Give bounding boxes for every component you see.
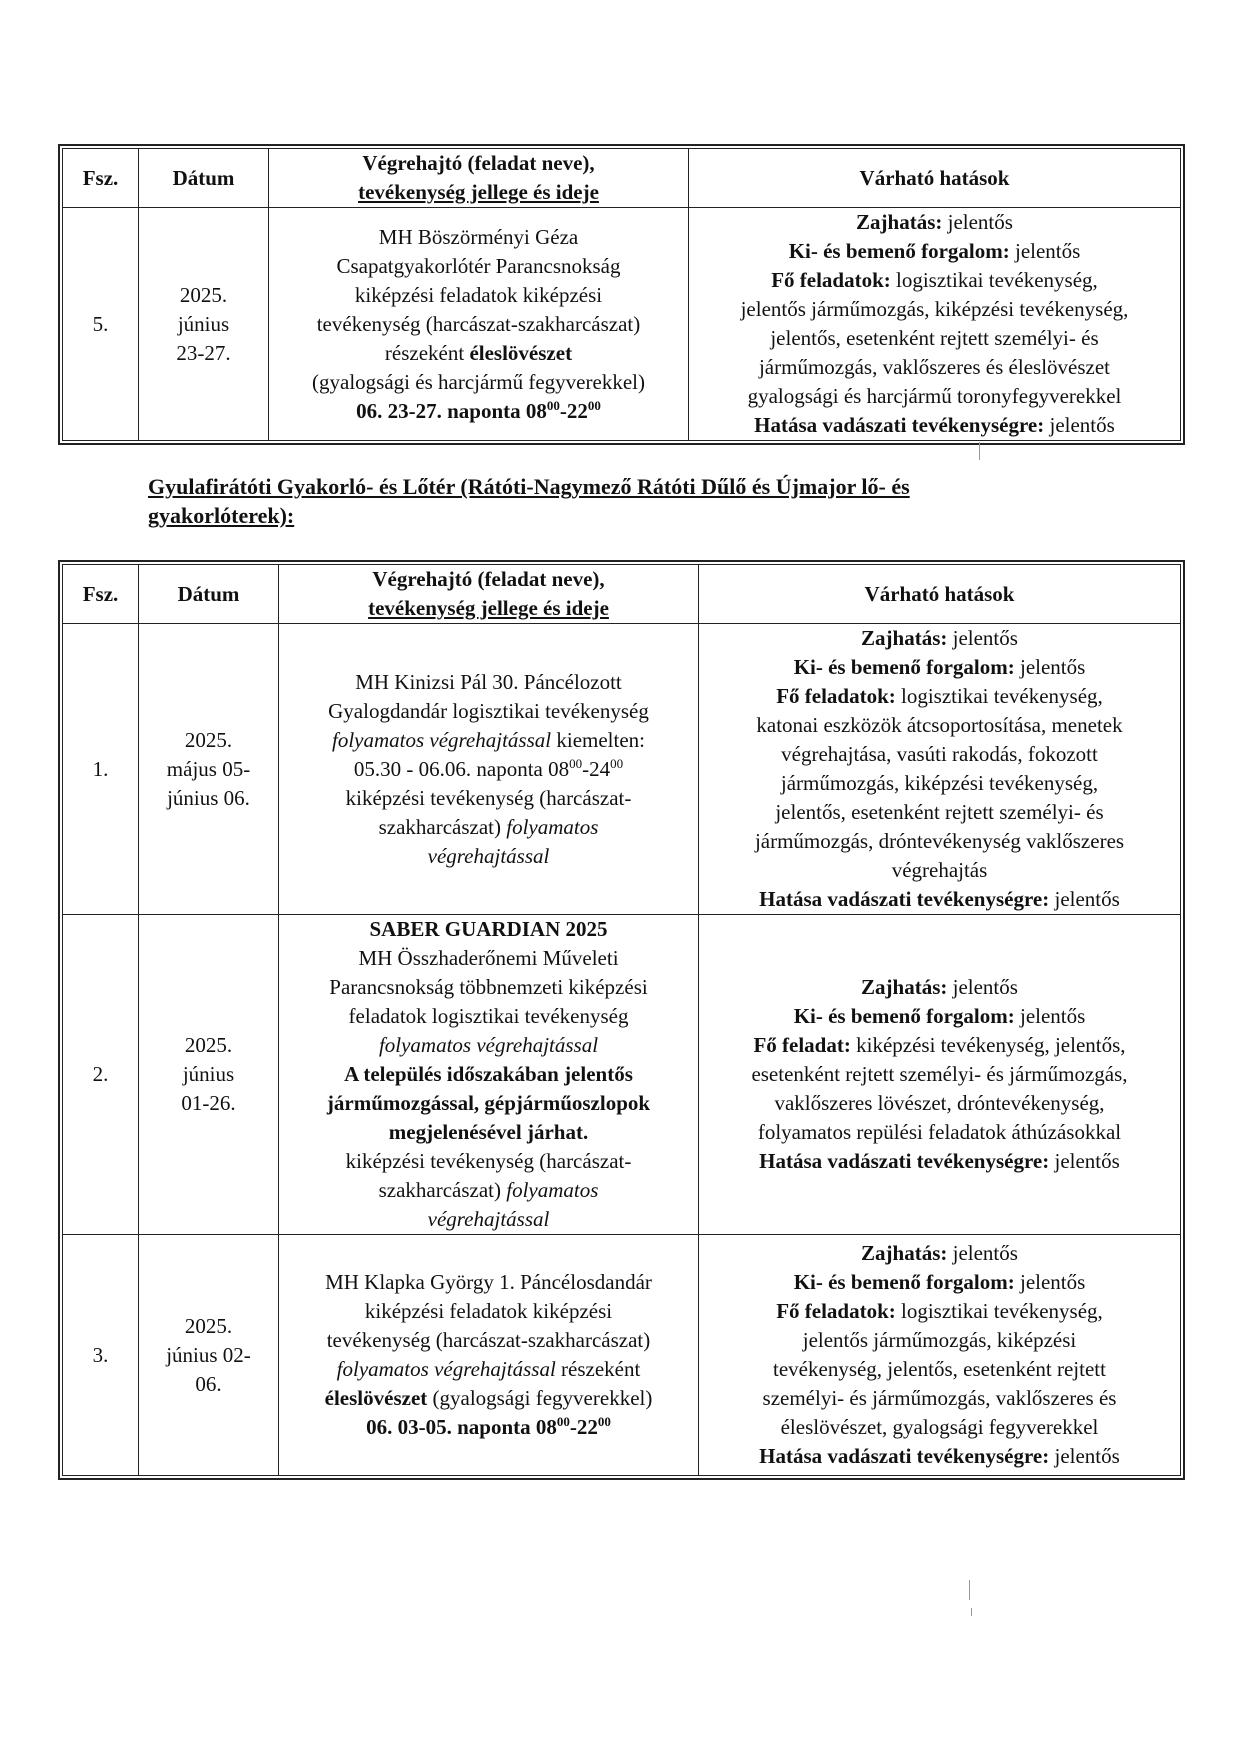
date-line: 2025. <box>184 1313 233 1338</box>
time-text: -24 <box>582 756 611 781</box>
date-line: 01-26. <box>181 1091 236 1115</box>
executor-time <box>285 755 692 784</box>
header-vegrehajto-line2: tevékenység jellege és ideje <box>358 180 599 204</box>
executor-line <box>285 1384 692 1413</box>
effect-line <box>695 237 1174 266</box>
row-fsz: 1. <box>63 624 139 915</box>
table-row <box>63 915 1181 1235</box>
text: kiemelten: <box>551 727 645 752</box>
date-line: június <box>182 1062 235 1086</box>
row-date <box>139 1235 279 1476</box>
row-executor <box>279 624 699 915</box>
exercise-title: SABER GUARDIAN 2025 <box>369 917 608 941</box>
superscript: 00 <box>569 755 583 771</box>
date-line: június <box>177 311 230 336</box>
row-date <box>139 915 279 1235</box>
effect-label: Zajhatás: <box>861 626 948 650</box>
effect-label: Hatása vadászati tevékenységre: <box>759 1149 1050 1173</box>
scan-mark <box>979 442 980 460</box>
effect-line <box>705 624 1174 653</box>
row-date <box>139 624 279 915</box>
scan-mark <box>971 1608 972 1616</box>
bold-text: éleslövészet <box>469 340 573 365</box>
executor-line: végrehajtással <box>427 1207 550 1231</box>
date-line: 06. <box>195 1371 222 1396</box>
italic-text: folyamatos <box>506 814 599 839</box>
header-hatasok: Várható hatások <box>699 565 1181 624</box>
effect-line: személyi- és járműmozgás, vaklőszeres és <box>762 1386 1117 1410</box>
effect-line: jelentős, esetenként rejtett személyi- és <box>770 326 1099 350</box>
effect-label: Zajhatás: <box>861 1241 948 1265</box>
executor-line <box>285 813 692 842</box>
superscript: 00 <box>556 1414 570 1429</box>
header-fsz: Fsz. <box>63 565 139 624</box>
row-effects <box>699 624 1181 915</box>
executor-line <box>285 1355 692 1384</box>
text: szakharcászat) <box>378 814 507 839</box>
executor-line: feladatok logisztikai tevékenység <box>348 1004 629 1028</box>
executor-line: (gyalogsági és harcjármű fegyverekkel) <box>312 369 645 394</box>
effect-value: logisztikai tevékenység, <box>890 268 1098 292</box>
schedule-table-1 <box>62 148 1181 441</box>
header-datum: Dátum <box>139 149 269 208</box>
effect-line <box>705 1031 1174 1060</box>
effect-label: Hatása vadászati tevékenységre: <box>759 1444 1050 1468</box>
executor-line: MH Böszörményi Géza <box>378 224 579 249</box>
effect-label: Ki- és bemenő forgalom: <box>788 239 1010 263</box>
executor-line: kiképzési tevékenység (harcászat- <box>345 1149 632 1173</box>
row-executor <box>279 915 699 1235</box>
effect-label: Ki- és bemenő forgalom: <box>793 1270 1015 1294</box>
effect-value: jelentős <box>1049 887 1120 911</box>
executor-line: MH Klapka György 1. Páncélosdandár <box>325 1270 652 1294</box>
effect-line <box>705 885 1174 914</box>
superscript: 00 <box>587 397 601 413</box>
executor-line: kiképzési feladatok kiképzési <box>364 1299 613 1323</box>
effect-line: éleslövészet, gyalogsági fegyverekkel <box>780 1415 1099 1439</box>
effect-line: tevékenység, jelentős, esetenként rejtett <box>773 1357 1106 1381</box>
text: szakharcászat) <box>378 1178 507 1202</box>
effect-line <box>695 411 1174 440</box>
executor-line: MH Kinizsi Pál 30. Páncélozott <box>355 669 622 694</box>
section-heading-line1: Gyulafirátóti Gyakorló- és Lőtér (Rátóti-Nagymező Rátóti Dűlő és Újmajor lő- és <box>148 474 910 499</box>
executor-line: kiképzési feladatok kiképzési <box>354 282 603 307</box>
executor-time <box>275 397 682 426</box>
effect-line <box>705 1239 1174 1268</box>
date-line: 23-27. <box>176 340 231 365</box>
header-vegrehajto-line1: Végrehajtó (feladat neve), <box>362 151 595 175</box>
scan-mark <box>969 1580 970 1600</box>
effect-label: Fő feladat: <box>753 1033 851 1057</box>
executor-bold-line: megjelenésével járhat. <box>388 1120 589 1144</box>
table-row <box>63 624 1181 915</box>
table-header-row <box>63 149 1181 208</box>
executor-line: Parancsnokság többnemzeti kiképzési <box>329 975 648 999</box>
header-hatasok: Várható hatások <box>689 149 1181 208</box>
effect-value: logisztikai tevékenység, <box>895 684 1103 708</box>
effect-label: Zajhatás: <box>861 975 948 999</box>
date-line: 2025. <box>184 1033 233 1057</box>
table-row <box>63 1235 1181 1476</box>
date-line: 2025. <box>184 727 233 752</box>
header-datum: Dátum <box>139 565 279 624</box>
time-text: 06. 03-05. naponta 08 <box>366 1415 557 1439</box>
table-header-row <box>63 565 1181 624</box>
executor-time <box>285 1413 692 1442</box>
executor-bold-line: A település időszakában jelentős <box>344 1062 633 1086</box>
text: (gyalogsági fegyverekkel) <box>427 1386 653 1410</box>
executor-line: MH Összhaderőnemi Műveleti <box>358 946 619 970</box>
time-text: 05.30 - 06.06. naponta 08 <box>353 756 570 781</box>
row-effects <box>689 208 1181 441</box>
executor-line <box>285 1176 692 1205</box>
effect-value: jelentős <box>1014 1004 1086 1028</box>
effect-label: Ki- és bemenő forgalom: <box>793 655 1015 679</box>
header-vegrehajto-line2: tevékenység jellege és ideje <box>368 596 609 620</box>
effect-line: járműmozgás, dróntevékenység vaklőszeres <box>754 829 1125 853</box>
row-fsz: 3. <box>63 1235 139 1476</box>
effect-line: járműmozgás, vaklőszeres és éleslövészet <box>758 355 1111 379</box>
row-date <box>139 208 269 441</box>
italic-text: folyamatos <box>506 1178 599 1202</box>
date-line: június 06. <box>167 785 250 810</box>
effect-value: jelentős <box>1014 655 1086 679</box>
effect-line: végrehajtás <box>891 858 988 882</box>
header-vegrehajto <box>279 565 699 624</box>
effect-label: Hatása vadászati tevékenységre: <box>759 887 1050 911</box>
effect-value: jelentős <box>1049 1149 1120 1173</box>
executor-line <box>275 339 682 368</box>
effect-value: jelentős <box>1049 1444 1120 1468</box>
executor-line: tevékenység (harcászat-szakharcászat) <box>326 1328 651 1352</box>
effect-label: Fő feladatok: <box>776 684 896 708</box>
header-vegrehajto-line1: Végrehajtó (feladat neve), <box>372 567 605 591</box>
text: részeként <box>384 340 470 365</box>
effect-line: jelentős járműmozgás, kiképzési tevékenység, <box>740 297 1129 321</box>
row-executor <box>279 1235 699 1476</box>
effect-value: jelentős <box>947 1241 1018 1265</box>
effect-line <box>705 682 1174 711</box>
effect-label: Ki- és bemenő forgalom: <box>793 1004 1015 1028</box>
superscript: 00 <box>610 755 624 771</box>
effect-value: kiképzési tevékenység, jelentős, <box>850 1033 1126 1057</box>
effect-line <box>705 653 1174 682</box>
effect-line: folyamatos repülési feladatok áthúzásokkal <box>757 1120 1122 1144</box>
effect-line <box>705 973 1174 1002</box>
table-row <box>63 208 1181 441</box>
executor-line: végrehajtással <box>427 843 550 868</box>
row-effects <box>699 915 1181 1235</box>
italic-text: folyamatos végrehajtással <box>331 727 552 752</box>
effect-line: jelentős, esetenként rejtett személyi- és <box>775 800 1104 824</box>
effect-value: logisztikai tevékenység, <box>895 1299 1103 1323</box>
effect-label: Hatása vadászati tevékenységre: <box>754 413 1045 437</box>
date-line: június 02- <box>166 1342 251 1367</box>
row-effects <box>699 1235 1181 1476</box>
header-fsz: Fsz. <box>63 149 139 208</box>
time-text: -22 <box>569 1415 598 1439</box>
superscript: 00 <box>597 1414 611 1429</box>
time-text: 06. 23-27. naponta 08 <box>356 398 547 423</box>
time-text: -22 <box>559 398 588 423</box>
section-heading <box>148 472 1048 530</box>
effect-line <box>695 266 1174 295</box>
row-fsz: 5. <box>63 208 139 441</box>
bold-text: éleslövészet <box>324 1386 428 1410</box>
effect-line <box>705 1442 1174 1471</box>
effect-value: jelentős <box>947 626 1018 650</box>
executor-line: kiképzési tevékenység (harcászat- <box>345 785 632 810</box>
schedule-table-2 <box>62 564 1181 1476</box>
effect-line <box>705 1268 1174 1297</box>
effect-label: Fő feladatok: <box>776 1299 896 1323</box>
date-line: 2025. <box>179 282 228 307</box>
effect-value: jelentős <box>1044 413 1115 437</box>
effect-label: Fő feladatok: <box>771 268 891 292</box>
effect-line: jelentős járműmozgás, kiképzési <box>802 1328 1077 1352</box>
superscript: 00 <box>546 397 560 413</box>
executor-bold-line: járműmozgással, gépjárműoszlopok <box>326 1091 651 1115</box>
executor-line: folyamatos végrehajtással <box>378 1033 599 1057</box>
effect-line <box>705 1147 1174 1176</box>
effect-line <box>705 1002 1174 1031</box>
effect-value: jelentős <box>1014 1270 1086 1294</box>
executor-line <box>285 726 692 755</box>
effect-line <box>705 1297 1174 1326</box>
effect-line: végrehajtása, vasúti rakodás, fokozott <box>781 742 1098 766</box>
header-vegrehajto <box>269 149 689 208</box>
italic-text: folyamatos végrehajtással <box>336 1357 556 1381</box>
effect-label: Zajhatás: <box>856 210 943 234</box>
executor-line: Csapatgyakorlótér Parancsnokság <box>336 253 621 278</box>
row-fsz: 2. <box>63 915 139 1235</box>
effect-line: járműmozgás, kiképzési tevékenység, <box>780 771 1099 795</box>
effect-line: vaklőszeres lövészet, dróntevékenység, <box>774 1091 1105 1115</box>
executor-line: tevékenység (harcászat-szakharcászat) <box>316 311 641 336</box>
row-executor <box>269 208 689 441</box>
effect-line <box>695 208 1174 237</box>
effect-line: gyalogsági és harcjármű toronyfegyverekkel <box>747 384 1122 408</box>
executor-line: Gyalogdandár logisztikai tevékenység <box>328 698 649 723</box>
effect-value: jelentős <box>1009 239 1081 263</box>
date-line: május 05- <box>166 756 251 781</box>
effect-line: katonai eszközök átcsoportosítása, menetek <box>756 713 1123 737</box>
effect-value: jelentős <box>947 975 1018 999</box>
effect-value: jelentős <box>942 210 1013 234</box>
text: részeként <box>555 1357 641 1381</box>
section-heading-line2: gyakorlóterek): <box>148 503 295 528</box>
effect-line: esetenként rejtett személyi- és járműmozgás, <box>751 1062 1128 1086</box>
